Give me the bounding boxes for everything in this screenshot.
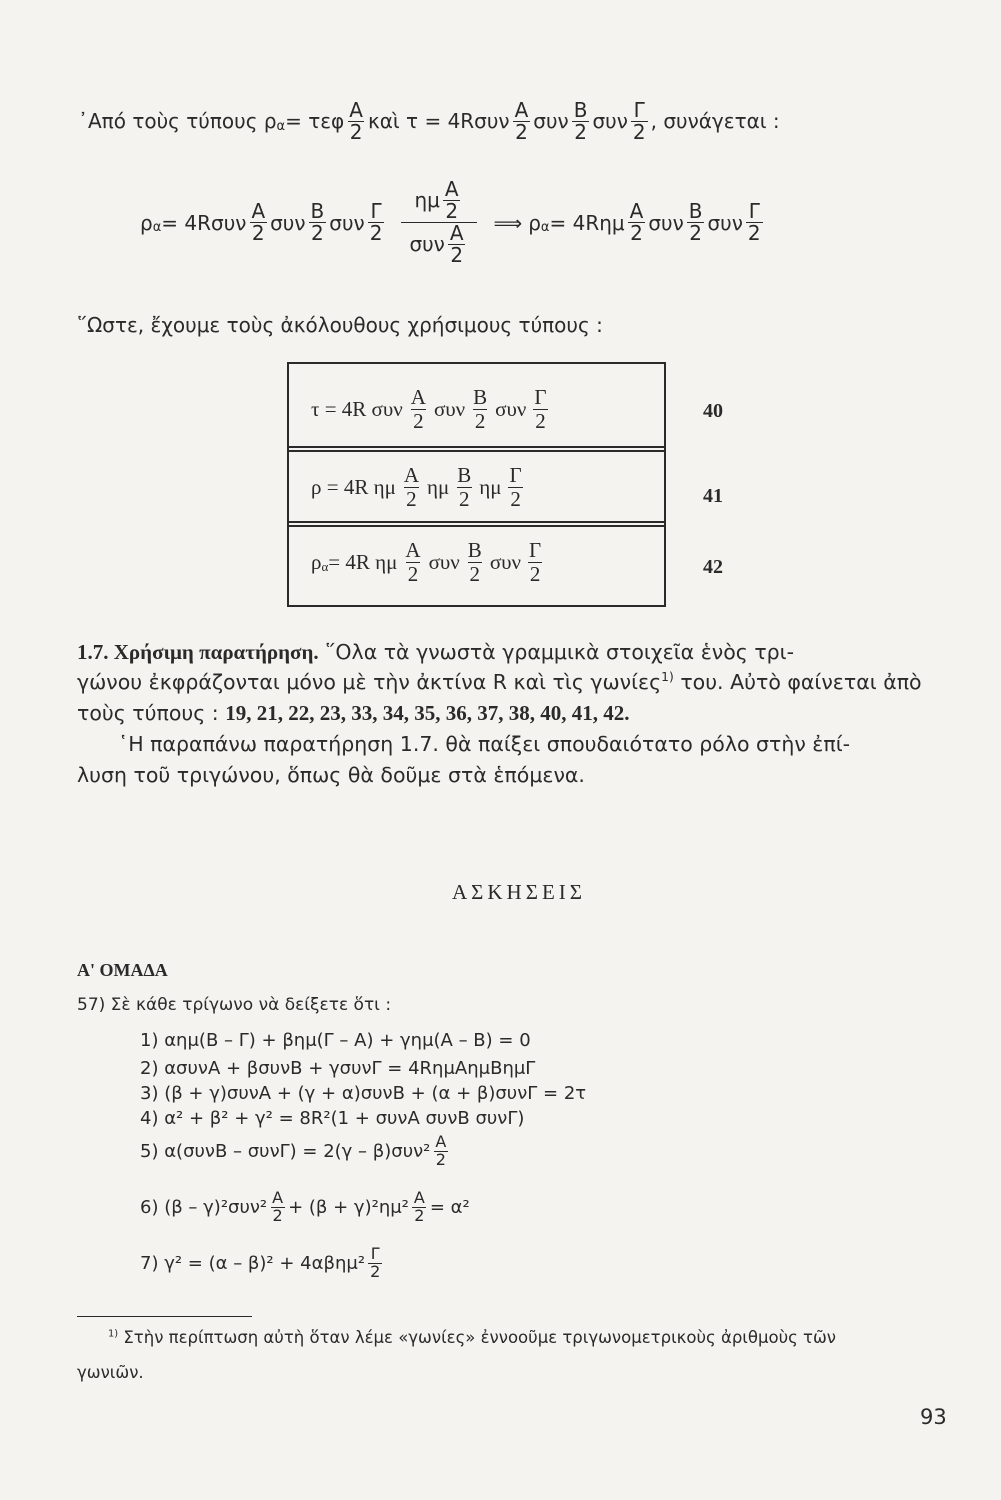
fraction-a-2: $\frac{A}{2}$ <box>435 1132 447 1169</box>
fraction-a-2: $\frac{A}{2}$ <box>413 1188 425 1225</box>
big-fraction-numerator: ημ $\frac{A}{2}$ <box>414 177 459 223</box>
big-fraction <box>401 179 476 266</box>
fraction-b-2: $\frac{B}{2}$ <box>457 463 472 511</box>
fraction-a-2: $\frac{A}{2}$ <box>514 97 529 144</box>
exercise-item: 7) γ² = (α – β)² + 4αβημ² $\frac{\Gamma}{2}$ <box>140 1244 381 1281</box>
formula-row-41: ρ = 4R ημ $\frac{A}{2}$ ημ $\frac{B}{2}$ ημ $\frac{\Gamma}{2}$ <box>311 463 522 511</box>
exercise-57-intro: 57) Σὲ κάθε τρίγωνο νὰ δείξετε ὅτι : <box>77 995 392 1015</box>
exercise-item: 6) (β – γ)²συν² $\frac{A}{2}$ + (β + γ)²ημ² $\frac{A}{2}$ = α² <box>140 1188 470 1225</box>
formula-number: 41 <box>703 485 723 507</box>
derivation-equation: ρ α = 4Rσυν $\frac{A}{2}$ συν $\frac{B}{2}$ συν $\frac{\Gamma}{2}$ ημ $\frac{A}{2}$ συν $\frac{A}{2}$ ⟹ ρ α = 4Rημ $\frac{A}{2}$ συν $\frac{B}{2}$ συν $\frac{\Gamma}{2}$ <box>140 177 761 267</box>
implies-arrow: ⟹ <box>493 210 523 235</box>
fraction-a-2: $\frac{A}{2}$ <box>272 1188 284 1225</box>
formula-number: 42 <box>703 556 723 578</box>
group-heading: Α' ΟΜΑΔΑ <box>77 960 168 980</box>
fraction-g-2: $\frac{\Gamma}{2}$ <box>369 199 383 245</box>
fraction-b-2: $\frac{B}{2}$ <box>688 199 703 245</box>
exercises-title: ΑΣΚΗΣΕΙΣ <box>452 880 586 904</box>
row-divider <box>289 446 664 448</box>
formula-box <box>287 362 666 607</box>
page-number: 93 <box>920 1405 947 1429</box>
fraction-g-2: $\frac{\Gamma}{2}$ <box>370 1244 381 1281</box>
fraction-g-2: $\frac{\Gamma}{2}$ <box>509 463 522 511</box>
footnote-line1: $^{1)}$ Στὴν περίπτωση αὐτὴ ὅταν λέμε «γωνίες» ἐννοοῦμε τριγωνομετρικοὺς ἀριθμοὺς τῶν <box>108 1328 837 1347</box>
exercise-item: 3) (β + γ)συνΑ + (γ + α)συνΒ + (α + β)συνΓ = 2τ <box>140 1083 587 1104</box>
big-fraction-denominator: συν $\frac{A}{2}$ <box>401 222 476 266</box>
exercise-item: 4) α² + β² + γ² = 8R²(1 + συνΑ συνΒ συνΓ) <box>140 1108 525 1129</box>
exercise-item: 5) α(συνΒ – συνΓ) = 2(γ – β)συν² $\frac{A}{2}$ <box>140 1132 447 1169</box>
footnote-rule <box>77 1316 252 1317</box>
footnote-marker: 1) <box>661 670 674 685</box>
fraction-a-2: $\frac{A}{2}$ <box>403 463 420 511</box>
fraction-b-2: $\frac{B}{2}$ <box>473 385 488 433</box>
section-17-line5: λυση τοῦ τριγώνου, ὅπως θὰ δοῦμε στὰ ἑπόμενα. <box>77 763 585 787</box>
fraction-g-2: $\frac{\Gamma}{2}$ <box>534 385 547 433</box>
hoste-line: ῞Ωστε, ἔχουμε τοὺς ἀκόλουθους χρήσιμους τύπους : <box>77 313 603 337</box>
fraction-g-2: $\frac{\Gamma}{2}$ <box>529 538 542 586</box>
exercise-item: 2) ασυνΑ + βσυνΒ + γσυνΓ = 4RημΑημΒημΓ <box>140 1058 536 1079</box>
section-17-line2: γώνου ἐκφράζονται μόνο μὲ τὴν ἀκτίνα R καὶ τὶς γωνίες$^{1)}$ του. Αὐτὸ φαίνεται ἀπὸ <box>77 670 922 694</box>
fraction-b-2: $\frac{B}{2}$ <box>310 199 325 245</box>
fraction-g-2: $\frac{\Gamma}{2}$ <box>747 199 761 245</box>
fraction-a-2: $\frac{A}{2}$ <box>444 177 459 223</box>
fraction-a-2: $\frac{A}{2}$ <box>349 97 363 144</box>
fraction-b-2: $\frac{B}{2}$ <box>573 97 588 144</box>
fraction-a-2: $\frac{A}{2}$ <box>405 538 421 586</box>
section-17-line3: τοὺς τύπους : 19, 21, 22, 23, 33, 34, 35, 36, 37, 38, 40, 41, 42. <box>77 701 630 725</box>
fraction-a-2: $\frac{A}{2}$ <box>449 221 464 267</box>
fraction-g-2: $\frac{\Gamma}{2}$ <box>632 97 646 144</box>
section-17-line1: 1.7. Χρήσιμη παρατήρηση. ῞Ολα τὰ γνωστὰ γραμμικὰ στοιχεῖα ἑνὸς τρι- <box>77 640 795 664</box>
footnote-line2: γωνιῶν. <box>77 1363 144 1382</box>
section-heading: 1.7. Χρήσιμη παρατήρηση. <box>77 640 319 664</box>
fraction-b-2: $\frac{B}{2}$ <box>467 538 482 586</box>
formula-row-42: ρ α = 4R ημ $\frac{A}{2}$ συν $\frac{B}{2}$ συν $\frac{\Gamma}{2}$ <box>311 538 542 586</box>
fraction-a-2: $\frac{A}{2}$ <box>629 199 644 245</box>
fraction-a-2: $\frac{A}{2}$ <box>251 199 266 245</box>
exercise-item: 1) αημ(Β – Γ) + βημ(Γ – Α) + γημ(Α – Β) = 0 <box>140 1030 531 1051</box>
section-17-line4: ῾Η παραπάνω παρατήρηση 1.7. θὰ παίξει σπουδαιότατο ρόλο στὴν ἐπί- <box>118 732 851 756</box>
row-divider <box>289 521 664 523</box>
intro-line: ᾿Από τοὺς τύπους ρ α = τεφ $\frac{A}{2}$ καὶ τ = 4Rσυν $\frac{A}{2}$ συν $\frac{B}{2}$ συν $\frac{\Gamma}{2}$ , συνάγεται : <box>78 97 780 144</box>
formula-number: 40 <box>703 400 723 422</box>
fraction-a-2: $\frac{A}{2}$ <box>410 385 426 433</box>
formula-row-40: τ = 4R συν $\frac{A}{2}$ συν $\frac{B}{2}$ συν $\frac{\Gamma}{2}$ <box>311 385 547 433</box>
